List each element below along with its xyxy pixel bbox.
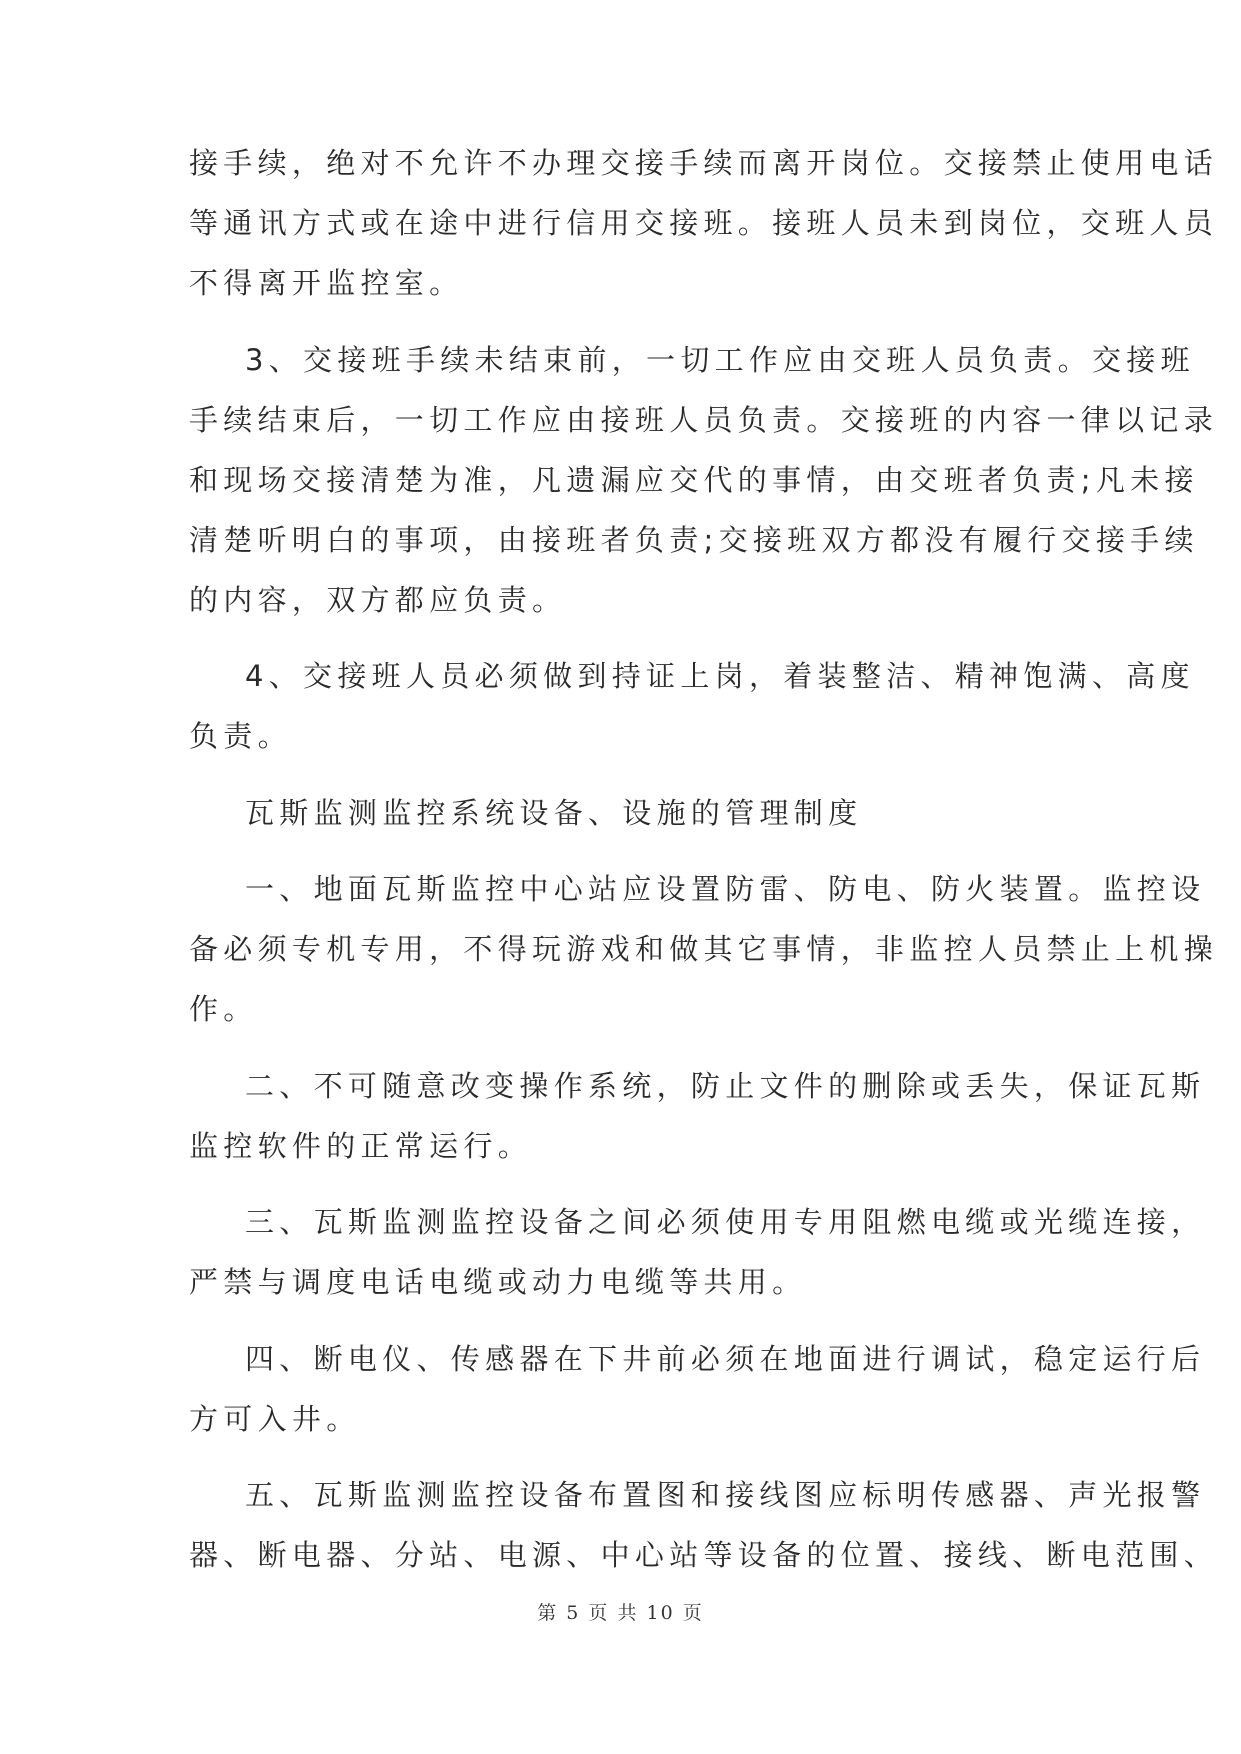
paragraph-start-line: 一、地面瓦斯监控中心站应设置防雷、防电、防火装置。监控设 [245,872,1206,906]
paragraph-start-line: 二、不可随意改变操作系统，防止文件的删除或丢失，保证瓦斯 [245,1069,1206,1103]
body-line: 清楚听明白的事项，由接班者负责;交接班双方都没有履行交接手续 [189,523,1199,557]
body-line: 监控软件的正常运行。 [189,1129,533,1163]
paragraph-start-line: 五、瓦斯监测监控设备布置图和接线图应标明传感器、声光报警 [245,1478,1206,1512]
body-line: 接手续，绝对不允许不办理交接手续而离开岗位。交接禁止使用电话 [189,146,1219,180]
body-line: 方可入井。 [189,1402,361,1436]
body-line: 备必须专机专用，不得玩游戏和做其它事情，非监控人员禁止上机操 [189,932,1219,966]
section-heading: 瓦斯监测监控系统设备、设施的管理制度 [245,796,863,830]
paragraph-start-line: 四、断电仪、传感器在下井前必须在地面进行调试，稳定运行后 [245,1342,1206,1376]
paragraph-start-line: 三、瓦斯监测监控设备之间必须使用专用阻燃电缆或光缆连接， [245,1205,1206,1239]
body-line: 负责。 [189,719,292,753]
body-line: 和现场交接清楚为准，凡遗漏应交代的事情，由交班者负责;凡未接 [189,463,1199,497]
body-line: 手续结束后，一切工作应由接班人员负责。交接班的内容一律以记录 [189,403,1219,437]
paragraph-start-line: 4、交接班人员必须做到持证上岗，着装整洁、精神饱满、高度 [245,659,1195,693]
body-line: 作。 [189,992,258,1026]
body-line: 不得离开监控室。 [189,266,464,300]
paragraph-start-line: 3、交接班手续未结束前，一切工作应由交班人员负责。交接班 [245,343,1195,377]
body-line: 的内容，双方都应负责。 [189,583,567,617]
body-line: 器、断电器、分站、电源、中心站等设备的位置、接线、断电范围、 [189,1538,1219,1572]
body-line: 等通讯方式或在途中进行信用交接班。接班人员未到岗位，交班人员 [189,206,1219,240]
page-number-footer: 第 5 页 共 10 页 [537,1602,704,1624]
body-line: 严禁与调度电话电缆或动力电缆等共用。 [189,1265,807,1299]
